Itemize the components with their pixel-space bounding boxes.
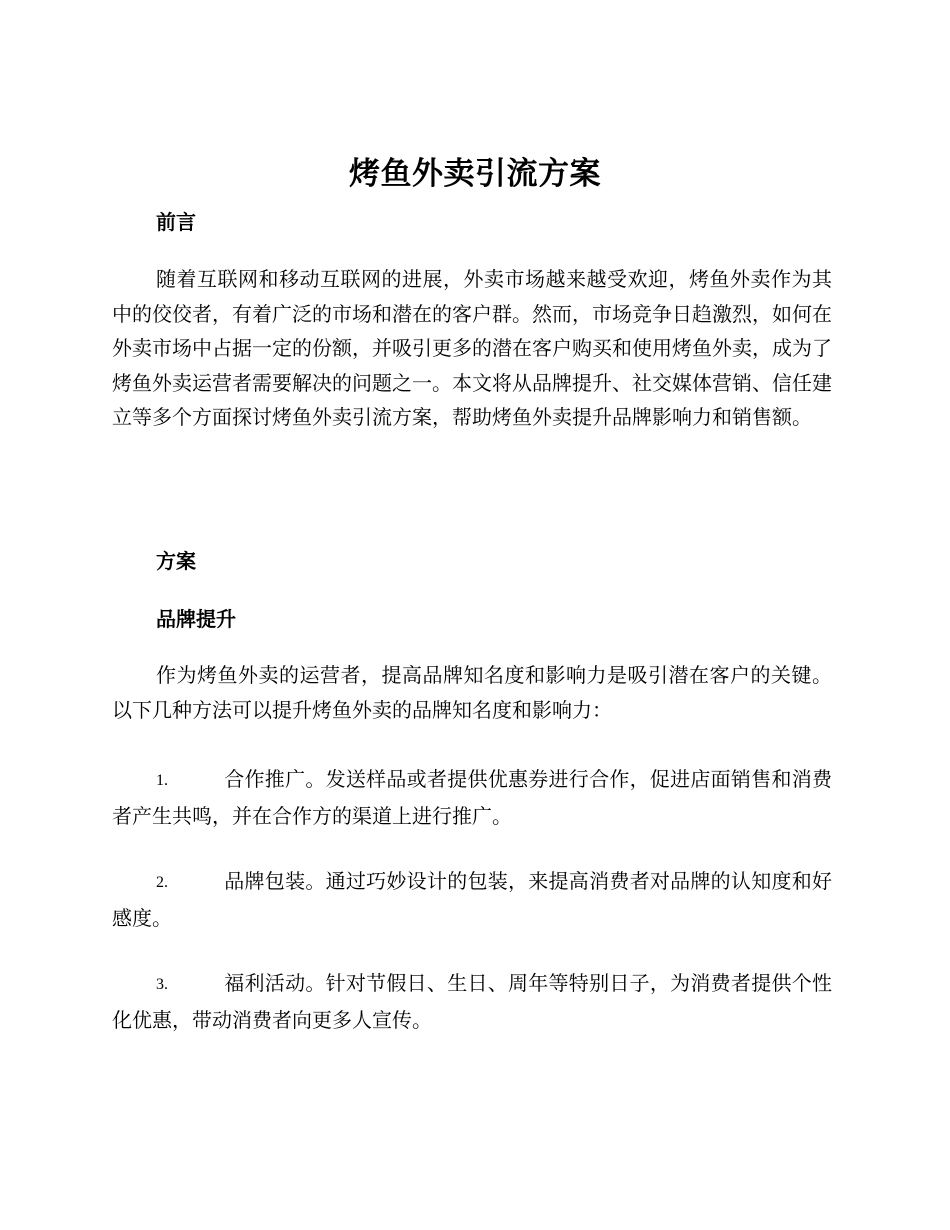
document-title: 烤鱼外卖引流方案 — [349, 156, 601, 192]
list-item — [112, 864, 832, 935]
list-item-text: 合作推广。发送样品或者提供优惠券进行合作，促进店面销售和消费者产生共鸣，并在合作方的渠道上进行推广。 — [112, 767, 832, 828]
list-item-text: 品牌包装。通过巧妙设计的包装，来提高消费者对品牌的认知度和好感度。 — [112, 869, 832, 930]
list-item-number: 1. — [156, 772, 168, 789]
list-item-number: 3. — [156, 976, 168, 993]
list-item — [112, 762, 832, 833]
section-heading-preface: 前言 — [156, 210, 196, 234]
brand-intro-paragraph: 作为烤鱼外卖的运营者，提高品牌知名度和影响力是吸引潜在客户的关键。以下几种方法可以提升烤鱼外卖的品牌知名度和影响力： — [112, 663, 832, 722]
list-item — [112, 966, 832, 1037]
subsection-heading-brand: 品牌提升 — [156, 607, 236, 631]
preface-paragraph: 随着互联网和移动互联网的进展，外卖市场越来越受欢迎，烤鱼外卖作为其中的佼佼者，有着广泛的市场和潜在的客户群。然而，市场竞争日趋激烈，如何在外卖市场中占据一定的份额，并吸引更多的潜在客户购买和使用烤鱼外卖，成为了烤鱼外卖运营者需要解决的问题之一。本文将从品牌提升、社交媒体营销、信任建立等多个方面探讨烤鱼外卖引流方案，帮助烤鱼外卖提升品牌影响力和销售额。 — [112, 267, 832, 429]
list-item-text: 福利活动。针对节假日、生日、周年等特别日子，为消费者提供个性化优惠，带动消费者向更多人宣传。 — [112, 971, 832, 1032]
section-heading-plan: 方案 — [156, 549, 196, 573]
list-item-number: 2. — [156, 874, 168, 891]
